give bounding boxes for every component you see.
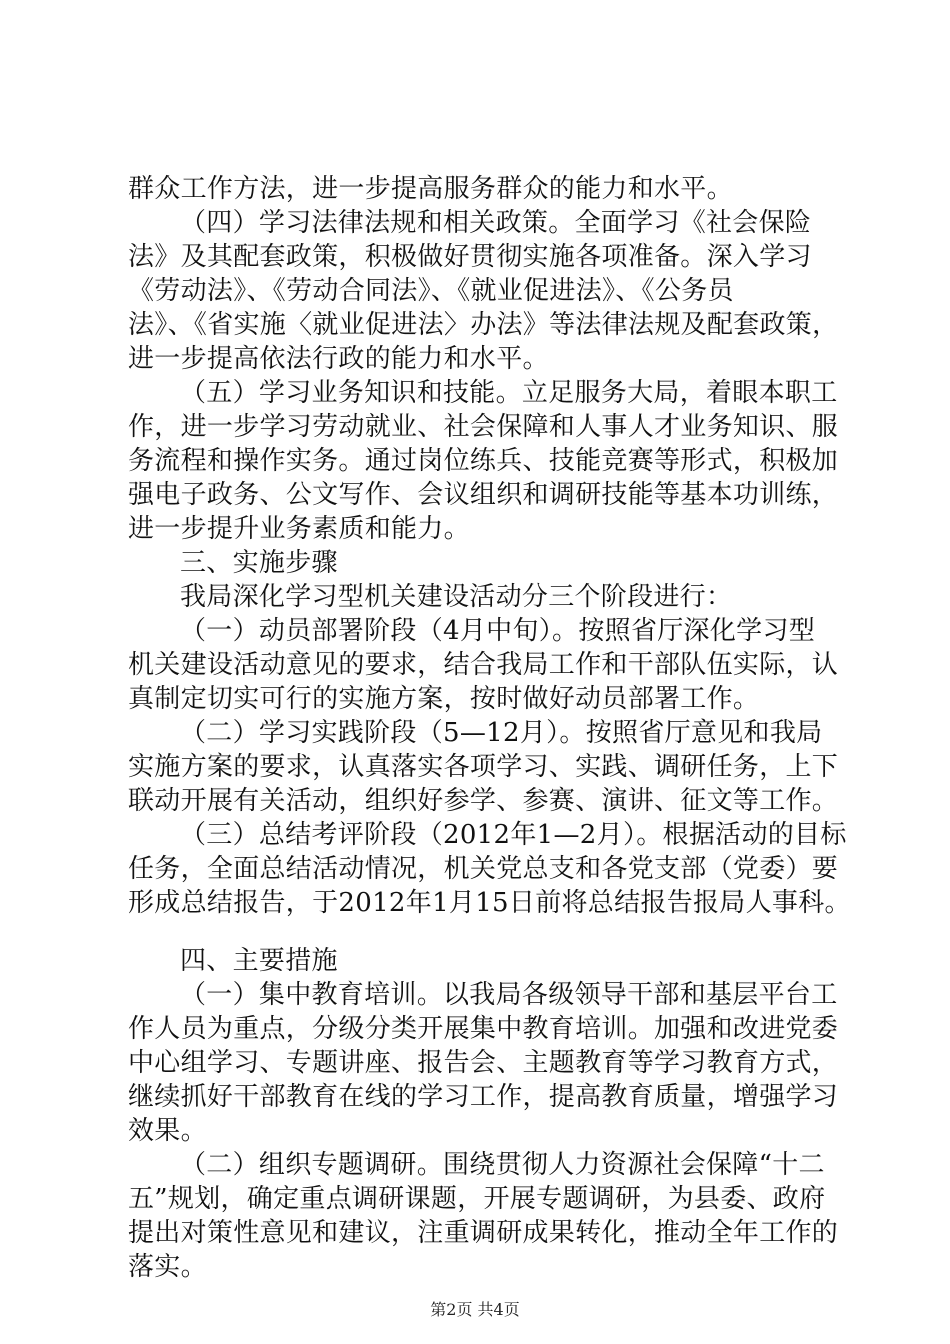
text-line: 落实。 <box>128 1252 207 1282</box>
page-footer: 第2页 共4页 <box>430 1300 520 1319</box>
section-heading: 三、实施步骤 <box>180 548 338 578</box>
text-line: 强电子政务、公文写作、会议组织和调研技能等基本功训练， <box>128 480 839 510</box>
text-line: 真制定切实可行的实施方案，按时做好动员部署工作。 <box>128 684 760 714</box>
text-line: 五”规划，确定重点调研课题，开展专题调研，为县委、政府 <box>128 1184 826 1214</box>
text-line: 《劳动法》、《劳动合同法》、《就业促进法》、《公务员 <box>128 276 734 306</box>
text-line: 实施方案的要求，认真落实各项学习、实践、调研任务，上下 <box>128 752 839 782</box>
text-line: （二）组织专题调研。围绕贯彻人力资源社会保障“十二 <box>180 1150 825 1180</box>
text-line: 务流程和操作实务。通过岗位练兵、技能竞赛等形式，积极加 <box>128 446 839 476</box>
text-line: （四）学习法律法规和相关政策。全面学习《社会保险 <box>180 208 812 238</box>
section-heading: 四、主要措施 <box>180 946 338 976</box>
text-line: 群众工作方法，进一步提高服务群众的能力和水平。 <box>128 174 733 204</box>
text-line: 机关建设活动意见的要求，结合我局工作和干部队伍实际，认 <box>128 650 839 680</box>
text-line: 中心组学习、专题讲座、报告会、主题教育等学习教育方式， <box>128 1048 839 1078</box>
text-line: 进一步提高依法行政的能力和水平。 <box>128 344 549 374</box>
text-line: 继续抓好干部教育在线的学习工作，提高教育质量，增强学习 <box>128 1082 839 1112</box>
text-line: 法》及其配套政策，积极做好贯彻实施各项准备。深入学习 <box>128 242 812 272</box>
text-line: （一）集中教育培训。以我局各级领导干部和基层平台工 <box>180 980 838 1010</box>
text-line: （三）总结考评阶段（2012年1—2月）。根据活动的目标 <box>180 820 847 850</box>
text-line: （二）学习实践阶段（5—12月）。按照省厅意见和我局 <box>180 718 823 748</box>
text-line: 法》、《省实施〈就业促进法〉办法》等法律法规及配套政策， <box>128 310 839 340</box>
text-line: 任务，全面总结活动情况，机关党总支和各党支部（党委）要 <box>128 854 839 884</box>
text-line: 我局深化学习型机关建设活动分三个阶段进行： <box>180 582 733 612</box>
text-line: 作人员为重点，分级分类开展集中教育培训。加强和改进党委 <box>128 1014 839 1044</box>
text-line: 联动开展有关活动，组织好参学、参赛、演讲、征文等工作。 <box>128 786 839 816</box>
text-line: （一）动员部署阶段（4月中旬）。按照省厅深化学习型 <box>180 616 816 646</box>
text-line: （五）学习业务知识和技能。立足服务大局，着眼本职工 <box>180 378 838 408</box>
text-line: 效果。 <box>128 1116 207 1146</box>
text-line: 提出对策性意见和建议，注重调研成果转化，推动全年工作的 <box>128 1218 839 1248</box>
text-line: 形成总结报告，于2012年1月15日前将总结报告报局人事科。 <box>128 888 851 918</box>
text-line: 进一步提升业务素质和能力。 <box>128 514 470 544</box>
text-line: 作，进一步学习劳动就业、社会保障和人事人才业务知识、服 <box>128 412 839 442</box>
